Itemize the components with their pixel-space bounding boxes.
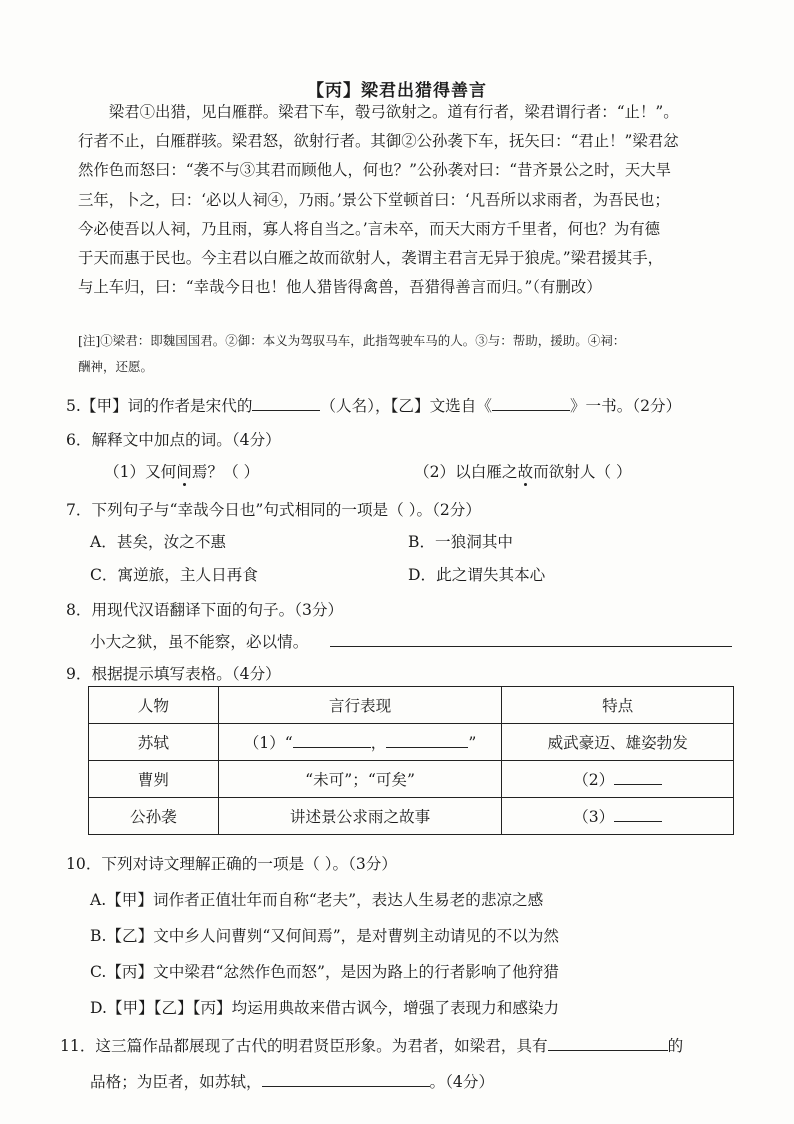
passage-notes: [78, 328, 734, 380]
q5-text-c: 》一书。（2分）: [569, 397, 682, 415]
q5-book-blank[interactable]: [492, 394, 570, 411]
passage-line: 今必使吾以人祠，乃且雨，寡人将自当之。’言未卒，而天大雨方千里者，何也？为有德: [78, 219, 661, 238]
q9-blank-1b[interactable]: [386, 731, 468, 748]
trait-label: （2）: [573, 771, 615, 789]
q11-text-a: 11．这三篇作品都展现了古代的明君贤臣形象。为君者，如梁君，具有: [60, 1037, 548, 1055]
passage-line: 然作色而怒曰：“袭不与③其君而顾他人，何也？”公孙袭对曰：“昔齐景公之时，天大旱: [78, 161, 672, 180]
q6-o1-pre: （1）又何: [104, 463, 177, 481]
q10-option-c[interactable]: C.【丙】文中梁君“忿然作色而怒”，是因为路上的行者影响了他狩猎: [90, 963, 559, 981]
note-line: 酬神，还愿。: [78, 359, 154, 374]
question-11-line-1: [60, 1034, 683, 1056]
passage-line: 与上车归，曰：“幸哉今日也！他人猎皆得禽兽，吾猎得善言而归。”（有删改）: [78, 278, 602, 297]
q8-sentence-text: 小大之狱，虽不能察，必以情。: [90, 633, 309, 651]
dotted-word: 间: [176, 463, 192, 481]
table-cell-conduct: 讲述景公求雨之故事: [218, 798, 502, 835]
conduct-mid: ，: [370, 734, 387, 752]
q11-blank-2[interactable]: [262, 1070, 430, 1087]
q6-o1-post[interactable]: 焉？（ ）: [191, 463, 260, 481]
q7-option-d[interactable]: D．此之谓失其本心: [408, 566, 546, 584]
q10-option-a[interactable]: A.【甲】词作者正值壮年而自称“老夫”，表达人生易老的悲凉之感: [90, 891, 544, 909]
table-row: [89, 798, 734, 835]
q9-blank-1a[interactable]: [293, 731, 371, 748]
table-header-row: [89, 687, 734, 724]
q11-text-b: 的: [667, 1037, 684, 1055]
q7-option-b[interactable]: B．一狼洞其中: [408, 533, 514, 551]
conduct-pre: （1）“: [243, 734, 293, 752]
dotted-word: 故: [517, 463, 534, 481]
q11-text-d: 。（4分）: [429, 1073, 495, 1091]
table-cell-person: 苏轼: [89, 724, 219, 761]
q10-option-b[interactable]: B.【乙】文中乡人问曹刿“又何间焉”，是对曹刿主动请见的不以为然: [90, 927, 559, 945]
q8-sentence: [90, 630, 308, 652]
passage-line: 行者不止，白雁群骇。梁君怒，欲射行者。其御②公孙袭下车，抚矢曰：“君止！”梁君忿: [78, 132, 679, 151]
question-11-line-2: [90, 1070, 494, 1092]
table-cell-person: 公孙袭: [89, 798, 219, 835]
q5-text-a: 5.【甲】词的作者是宋代的: [66, 397, 253, 415]
passage-line: 梁君①出猎，见白雁群。梁君下车，彀弓欲射之。道有行者，梁君谓行者：“止！”。: [108, 103, 679, 121]
q6-option-2: [414, 460, 632, 482]
question-6-stem: 6．解释文中加点的词。（4分）: [66, 431, 281, 449]
passage-title: 【丙】梁君出猎得善言: [307, 81, 487, 101]
question-9-stem: 9．根据提示填写表格。（4分）: [66, 665, 281, 683]
q11-blank-1[interactable]: [548, 1034, 668, 1051]
q10-option-d[interactable]: D.【甲】【乙】【丙】均运用典故来借古讽今，增强了表现力和感染力: [90, 999, 560, 1017]
table-row: [89, 761, 734, 798]
question-7-stem[interactable]: 7．下列句子与“幸哉今日也”句式相同的一项是（ ）。（2分）: [66, 501, 481, 519]
table-cell-person: 曹刿: [89, 761, 219, 798]
table-cell-trait: 威武豪迈、雄姿勃发: [502, 724, 734, 761]
q7-option-c[interactable]: C．寓逆旅，主人日再食: [90, 566, 258, 584]
question-8-stem: 8．用现代汉语翻译下面的句子。（3分）: [66, 601, 344, 619]
table-cell-trait: [502, 761, 734, 798]
q5-text-b: （人名），【乙】文选自《: [320, 397, 492, 415]
table-header: 特点: [502, 687, 734, 724]
q9-blank-2[interactable]: [614, 768, 662, 785]
q8-answer-blank[interactable]: [330, 630, 732, 647]
q6-o2-pre: （2）以白雁之: [414, 463, 518, 481]
table-row: [89, 724, 734, 761]
note-line: [注]①梁君：即魏国国君。②御：本义为驾驭马车，此指驾驶车马的人。③与：帮助，援助。④祠：: [78, 333, 626, 348]
q7-option-a[interactable]: A．甚矣，汝之不惠: [90, 533, 227, 551]
question-10-stem[interactable]: 10．下列对诗文理解正确的一项是（ ）。（3分）: [66, 855, 397, 873]
q6-o2-post[interactable]: 而欲射人（ ）: [533, 463, 632, 481]
table-cell-trait: [502, 798, 734, 835]
passage-line: 三年，卜之，曰：‘必以人祠④，乃雨。’景公下堂顿首曰：‘凡吾所以求雨者，为吾民也；: [78, 190, 670, 209]
q11-text-c: 品格；为臣者，如苏轼，: [90, 1073, 262, 1091]
passage-line: 于天而惠于民也。今主君以白雁之故而欲射人，袭谓主君言无异于狼虎。”梁君援其手，: [78, 249, 664, 268]
conduct-post: ”: [468, 734, 477, 752]
question-5: [66, 394, 681, 416]
table-header: 言行表现: [218, 687, 502, 724]
q6-option-1: [104, 460, 259, 482]
q5-author-blank[interactable]: [252, 394, 320, 411]
table-cell-conduct: “未可”；“可矣”: [218, 761, 502, 798]
table-header: 人物: [89, 687, 219, 724]
trait-label: （3）: [573, 808, 615, 826]
q9-blank-3[interactable]: [614, 805, 662, 822]
passage-body: [78, 98, 734, 302]
q9-table: [88, 686, 734, 835]
table-cell-conduct: [218, 724, 502, 761]
